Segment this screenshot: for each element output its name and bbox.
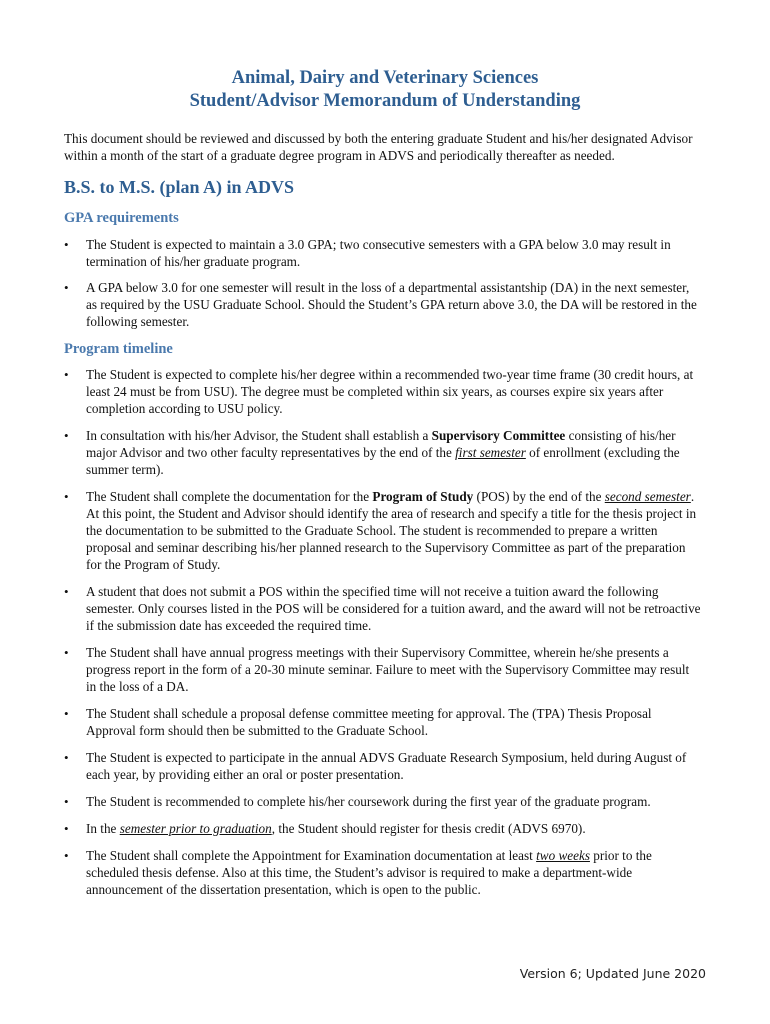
program-timeline-heading: Program timeline [64, 341, 173, 357]
program-timeline-list [0, 366, 770, 898]
version-footer: Version 6; Updated June 2020 [519, 966, 706, 981]
supervisory-committee-term: Supervisory Committee [431, 428, 566, 443]
text-run: (POS) by the end of the [473, 489, 605, 504]
document-title-line-1: Animal, Dairy and Veterinary Sciences [231, 68, 539, 88]
list-item-text [86, 821, 586, 836]
list-item [0, 488, 701, 573]
bullet-icon: • [64, 848, 69, 863]
bullet-icon: • [64, 794, 69, 809]
list-item-text: The Student shall schedule a proposal defense committee meeting for approval. The (TPA) Thesis Proposal Approval form should then be submitted to the Graduate School. [86, 706, 652, 738]
bullet-icon: • [64, 645, 69, 660]
list-item-text: The Student is expected to complete his/her degree within a recommended two-year time frame (30 credit hours, at least 24 must be from USU). The degree must be completed within six years, as courses expire six years after completion according to USU policy. [86, 367, 694, 416]
gpa-requirements-heading: GPA requirements [64, 210, 179, 226]
text-run: In consultation with his/her Advisor, the Student shall establish a [86, 428, 432, 443]
semester-prior-to-graduation-emphasis: semester prior to graduation [119, 821, 272, 836]
list-item [0, 427, 701, 478]
bullet-icon: • [64, 750, 69, 765]
list-item [0, 583, 701, 634]
list-item-text [86, 428, 680, 477]
list-item-text [86, 848, 652, 897]
list-item-text: The Student is recommended to complete his/her coursework during the first year of the graduate program. [86, 794, 651, 809]
bullet-icon: • [64, 821, 69, 836]
second-semester-emphasis: second semester [604, 489, 691, 504]
list-item [0, 705, 701, 739]
text-run: In the [86, 821, 120, 836]
list-item [0, 279, 701, 330]
bullet-icon: • [64, 489, 69, 504]
gpa-requirements-list [0, 236, 770, 330]
list-item [0, 749, 701, 783]
program-of-study-term: Program of Study [372, 489, 474, 504]
two-weeks-emphasis: two weeks [536, 848, 590, 863]
list-item-text [86, 489, 696, 572]
list-item [0, 820, 701, 837]
text-run: . At this point, the Student and Advisor should identify the area of research and specify a title for the thesis project in the documentation to be submitted to the Graduate School. The student is recommended to prepare a written proposal and seminar describing his/her planned research to the Supervisory Committee as part of the preparation for the Program of Study. [86, 489, 697, 572]
bullet-icon: • [64, 428, 69, 443]
bullet-icon: • [64, 584, 69, 599]
bullet-icon: • [64, 706, 69, 721]
list-item [0, 847, 701, 898]
list-item [0, 236, 701, 270]
list-item-text: The Student shall have annual progress meetings with their Supervisory Committee, wherein he/she presents a progress report in the form of a 20-30 minute seminar. Failure to meet with the Supervisory Committee may result in the loss of a DA. [86, 645, 690, 694]
list-item-text: The Student is expected to participate in the annual ADVS Graduate Research Symposium, held during August of each year, by providing either an oral or poster presentation. [86, 750, 687, 782]
bullet-icon: • [64, 367, 69, 382]
section-heading: B.S. to M.S. (plan A) in ADVS [64, 177, 295, 197]
list-item [0, 793, 701, 810]
first-semester-emphasis: first semester [455, 445, 526, 460]
bullet-icon: • [64, 237, 69, 252]
list-item [0, 366, 701, 417]
text-run: of enrollment (excluding the summer term). [86, 445, 680, 477]
document-title-line-2: Student/Advisor Memorandum of Understanding [189, 91, 581, 111]
text-run: The Student shall complete the documentation for the [86, 489, 373, 504]
bullet-icon: • [64, 280, 69, 295]
list-item-text: A GPA below 3.0 for one semester will result in the loss of a departmental assistantship (DA) in the next semester, as required by the USU Graduate School. Should the Student’s GPA return above 3.0, the DA will be restored in the following semester. [86, 280, 697, 329]
text-run: , the Student should register for thesis credit (ADVS 6970). [271, 821, 586, 836]
intro-paragraph: This document should be reviewed and discussed by both the entering graduate Student and his/her designated Advisor within a month of the start of a graduate degree program in ADVS and periodically thereafter as needed. [64, 131, 693, 163]
text-run: The Student shall complete the Appointment for Examination documentation at least [86, 848, 537, 863]
text-run: prior to the scheduled thesis defense. Also at this time, the Student’s advisor is required to make a department-wide announcement of the dissertation presentation, which is open to the public. [86, 848, 652, 897]
list-item-text: A student that does not submit a POS within the specified time will not receive a tuition award the following semester. Only courses listed in the POS will be considered for a tuition award, and the award will not be retroactive if the submission date has exceeded the required time. [86, 584, 701, 633]
list-item-text: The Student is expected to maintain a 3.0 GPA; two consecutive semesters with a GPA below 3.0 may result in termination of his/her graduate program. [86, 237, 671, 269]
list-item [0, 644, 701, 695]
text-run: consisting of his/her major Advisor and two other faculty representatives by the end of the [86, 428, 676, 460]
